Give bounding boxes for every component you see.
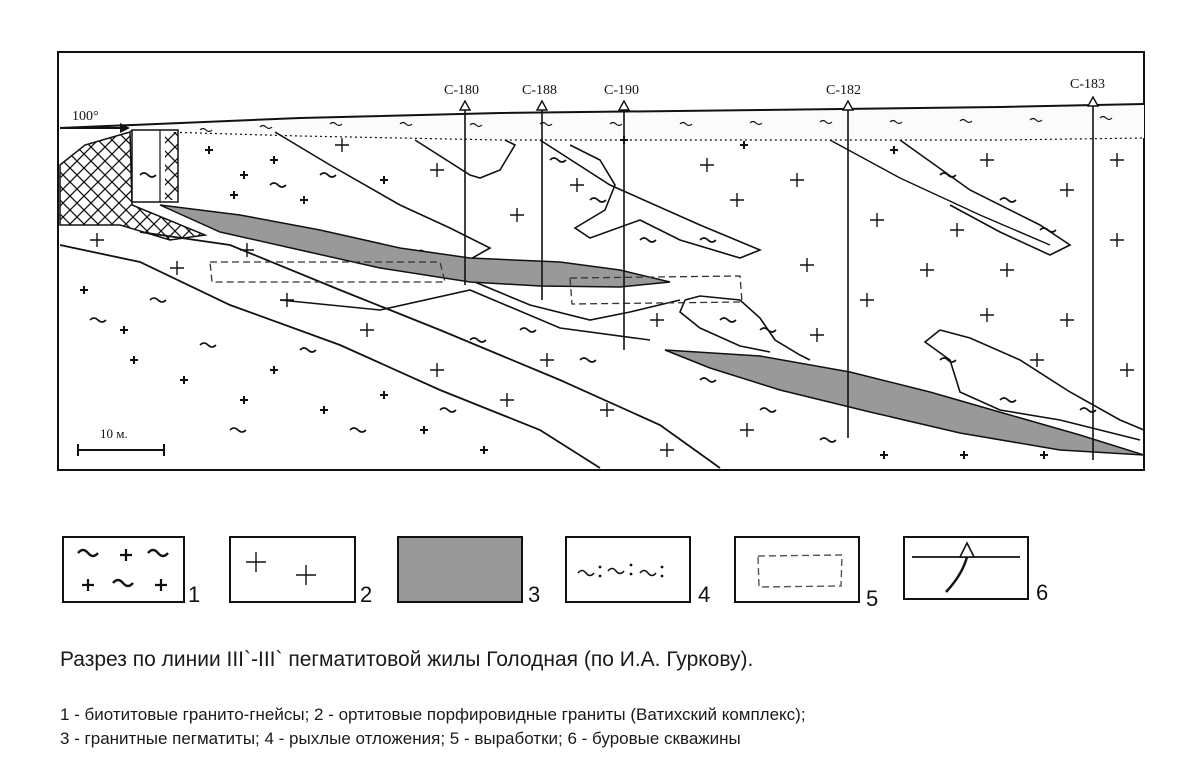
legend-number-4: 4 bbox=[698, 582, 711, 607]
granite-tongue-3 bbox=[540, 140, 760, 258]
legend-number-1: 1 bbox=[188, 582, 201, 607]
figure-caption: Разрез по линии III`-III` пегматитовой жилы Голодная (по И.А. Гуркову). bbox=[60, 648, 754, 671]
borehole-label-c190: С-190 bbox=[604, 83, 639, 98]
direction-arrow bbox=[62, 109, 130, 133]
direction-label: 100° bbox=[72, 109, 99, 124]
legend-item-5 bbox=[735, 537, 878, 611]
legend-number-6: 6 bbox=[1036, 580, 1049, 605]
legend-number-3: 3 bbox=[528, 582, 541, 607]
borehole-label-c188: С-188 bbox=[522, 83, 557, 98]
legend-description-line-1: 1 - биотитовые гранито-гнейсы; 2 - ортитовые порфировидные граниты (Ватихский комплекс); bbox=[60, 705, 806, 724]
borehole-label-c182: С-182 bbox=[826, 83, 861, 98]
legend bbox=[63, 537, 1048, 611]
borehole-label-c183: С-183 bbox=[1070, 77, 1105, 92]
legend-item-2 bbox=[230, 537, 372, 607]
legend-item-3 bbox=[398, 537, 540, 607]
pegmatite-vein-lower bbox=[665, 350, 1144, 455]
legend-item-6 bbox=[904, 537, 1048, 605]
legend-number-5: 5 bbox=[866, 586, 879, 611]
granite-tongue-4 bbox=[900, 140, 1070, 255]
shaft-hatch bbox=[165, 132, 178, 200]
legend-description-line-2: 3 - гранитные пегматиты; 4 - рыхлые отложения; 5 - выработки; 6 - буровые скважины bbox=[60, 729, 741, 748]
granite-lobe-middle bbox=[680, 296, 810, 360]
legend-number-2: 2 bbox=[360, 582, 373, 607]
scale-label: 10 м. bbox=[100, 426, 128, 441]
granite-tongue-5 bbox=[830, 140, 1050, 245]
scale-bar bbox=[78, 426, 164, 456]
contact-line-3 bbox=[280, 290, 650, 340]
borehole-label-c180: С-180 bbox=[444, 83, 479, 98]
legend-item-4 bbox=[566, 537, 710, 607]
legend-item-1 bbox=[63, 537, 200, 607]
